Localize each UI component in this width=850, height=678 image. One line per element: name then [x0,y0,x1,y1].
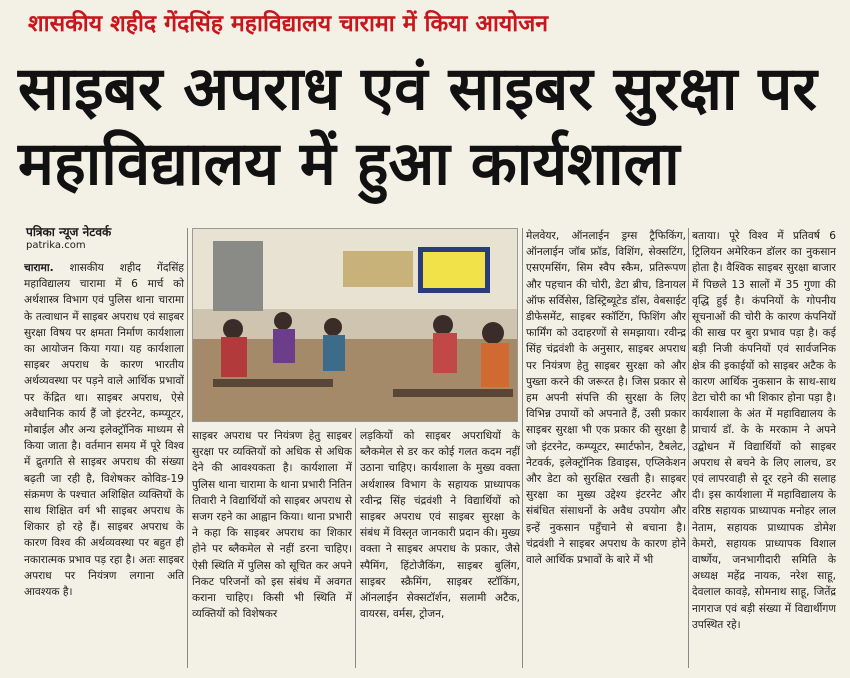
column-divider [688,228,689,668]
article-column-1 [24,260,184,668]
article-column-2: साइबर अपराध पर नियंत्रण हेतु साइबर सुरक्षा पर व्यक्तियों को अधिक से अधिक देने की आवश्यकता है। कार्यशाला में पुलिस थाना चारामा के थाना प्रभारी नितिन तिवारी ने विद्यार्थियों को साइबर अपराध से सजग रहने का आह्वान किया। थाना प्रभारी ने कहा कि साइबर अपराध का शिकार होने पर ब्लैकमेल से नहीं डरना चाहिए। ऐसी स्थिति में पुलिस को सूचित कर अपने निकट परिजनों को इस संबंध में अवगत कराना चाहिए। किसी भी स्थिति में व्यक्तियों को विशेषकर [192,430,352,621]
main-headline: साइबर अपराध एवं साइबर सुरक्षा पर महाविद्यालय में हुआ कार्यशाला [18,54,817,199]
article-column-4: मेलवेयर, ऑनलाईन ड्रग्स ट्रैफिकिंग, ऑनलाईन जॉब फ्रॉड, विशिंग, सेक्सटिंग, एसएमसिंग, सिम स्वैप स्कैम, प्रतिरूपण और पहचान की चोरी, डेटा ब्रीच, डिनायल ऑफ सर्विसेस, डिस्ट्रिब्यूटेड डॉस, वेबसाईट डीफेसमेंट, साइबर स्कॉटिंग, फिशिंग और फार्मिंग को उदाहरणों से समझाया। रवीन्द्र सिंह चंद्रवंशी के अनुसार, साइबर अपराध पर नियंत्रण हेतु साइबर सुरक्षा को और पुख्ता करने की जरूरत है। जिस प्रकार से हम अपनी संपत्ति की सुरक्षा के लिए विभिन्न उपायों को अपनाते हैं, उसी प्रकार साइबर सुरक्षा भी एक प्रकार की सुरक्षा है जो इंटरनेट, कम्प्यूटर, स्मार्टफोन, टैबलेट, नेटवर्क, इलेक्ट्रॉनिक डिवाइस, एप्लिकेशन और डेटा को सुरक्षित रखती है। साइबर सुरक्षा का मुख्य उद्देश्य इंटरनेट और संबंधित संसाधनों के अवैध उपयोग और इन्हें नुकसान पहुँचाने से बचाना है। चंद्रवंशी ने साइबर अपराध के कारण होने वाले आर्थिक प्रभावों के बारे में भी [526,230,686,567]
kicker-headline: शासकीय शहीद गेंदसिंह महाविद्यालय चारामा में किया आयोजन [28,11,549,37]
byline-site: patrika.com [26,240,86,251]
column-divider [187,228,188,668]
workshop-photo [192,228,518,422]
column-divider [522,228,523,668]
dateline: चारामा. [24,262,54,274]
article-column-5: बताया। पूरे विश्व में प्रतिवर्ष 6 ट्रिलियन अमेरिकन डॉलर का नुकसान होता है। वैश्विक साइबर सुरक्षा बाजार में पिछले 13 सालों में 35 गुणा की वृद्धि हुई है। कंपनियों के गोपनीय सूचनाओं की चोरी के कारण कंपनियों की साख पर बुरा प्रभाव पड़ा है। कई बड़ी निजी कंपनियों एवं सार्वजनिक क्षेत्र की इकाईयों को साइबर अटैक के कारण आर्थिक नुकसान के साथ-साथ डेटा चोरी का भी शिकार होना पड़ा है। कार्यशाला के अंत में महाविद्यालय के प्राचार्य डॉ. के के मरकाम ने अपने उद्बोधन में विद्यार्थियों को साइबर अपराध से बचने के लिए लालच, डर एवं लापरवाही से दूर रहने की सलाह दी। इस कार्यशाला में महाविद्यालय के वरिष्ठ सहायक प्राध्यापक मनोहर लाल नेताम, सहायक प्राध्यापक डोमेश केमरो, सहायक प्राध्यापक विशाल वार्ष्णेय, जनभागीदारी समिति के अध्यक्ष महेंद्र नायक, नरेश साहू, देवलाल कावड़े, सोमनाथ साहू, जितेंद्र नागराज एवं बड़ी संख्या में विद्यार्थीगण उपस्थित रहे। [692,230,836,631]
column-1-text: शासकीय शहीद गेंदसिंह महाविद्यालय चारामा में 6 मार्च को अर्थशास्त्र विभाग एवं पुलिस थाना चारामा के तत्वाधान में साइबर अपराध एवं साइबर सुरक्षा विषय पर क्षमता निर्माण कार्यशाला का आयोजन किया गया। यह कार्यशाला साइबर अपराध के कारण भारतीय अर्थव्यवस्था पर पड़ने वाले आर्थिक प्रभावों पर केंद्रित था। साइबर अपराध, ऐसे अवैधानिक कार्य हैं जो इंटरनेट, कम्प्यूटर, मोबाईल और अन्य इलेक्ट्रॉनिक माध्यम से किया जाता है। वर्तमान समय में पूरे विश्व में द्रुतगति से साइबर अपराध की संख्या बढ़ती जा रही है, विशेषकर कोविड-19 संक्रमण के पश्चात अशिक्षित व्यक्तियों के साथ शिक्षित वर्ग भी साइबर अपराध के शिकार हो रहे हैं। साइबर अपराध के कारण विश्व की अर्थव्यवस्था पर बहुत ही नकारात्मक प्रभाव पड़ रहा है। अतः साइबर अपराध पर नियंत्रण लगाना अति आवश्यक है। [24,262,184,599]
classroom-illustration [193,229,517,421]
byline: पत्रिका न्यूज नेटवर्क [26,225,112,239]
column-divider [355,428,356,668]
article-column-3: लड़कियों को साइबर अपराधियों के ब्लैकमेल से डर कर कोई गलत कदम नहीं उठाना चाहिए। कार्यशाला के मुख्य वक्ता अर्थशास्त्र विभाग के सहायक प्राध्यापक रवीन्द्र सिंह चंद्रवंशी ने विद्यार्थियों को साइबर अपराध एवं साइबर सुरक्षा के संबंध में विस्तृत जानकारी प्रदान की। मुख्य वक्ता ने साइबर अपराध के प्रकार, जैसे स्पैमिंग, हिंटोजैकिंग, साइबर बुलिंग, साइबर स्क्रैमिंग, साइबर स्टॉकिंग, ऑनलाईन सेक्सटॉर्शन, सलामी अटैक, वायरस, वर्मस, ट्रोजन, [360,430,520,621]
